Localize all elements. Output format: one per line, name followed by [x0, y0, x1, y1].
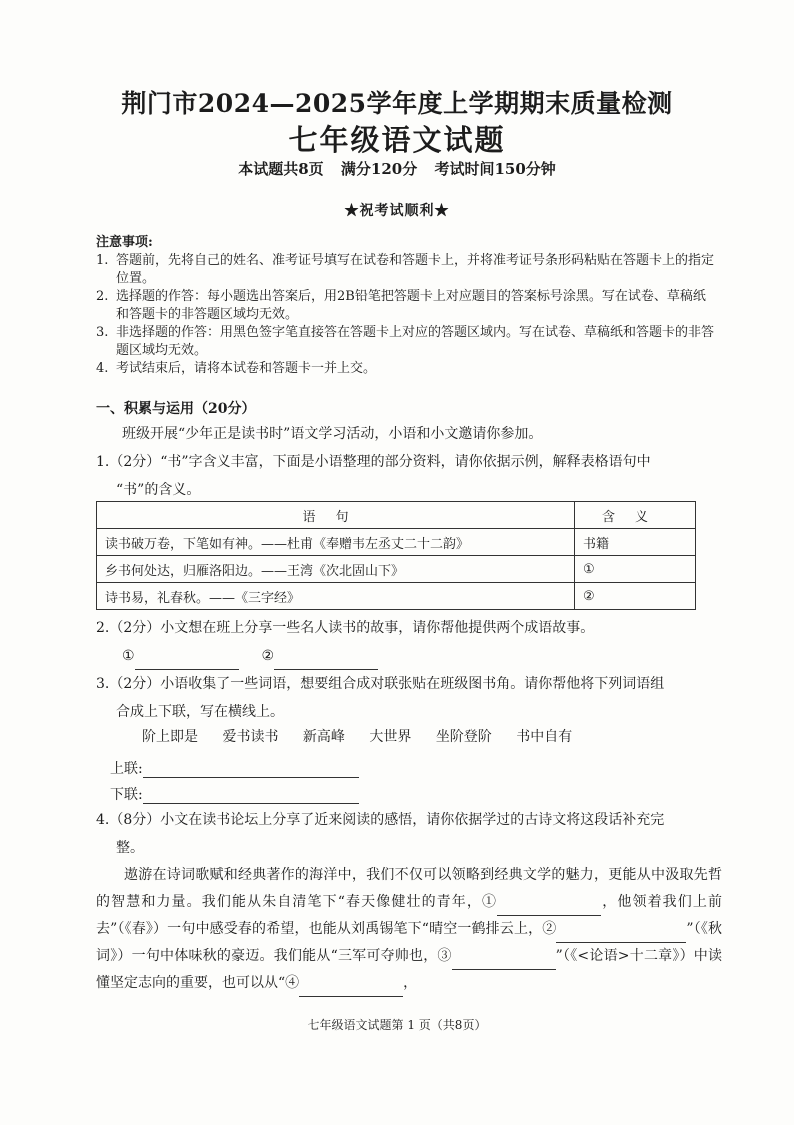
question-1: 1.（2分）“书”字含义丰富，下面是小语整理的部分资料，请你依据示例，解释表格语句中 “书”的含义。	[96, 454, 651, 498]
table-row: 乡书何处达，归雁洛阳边。——王湾《次北固山下》 ①	[97, 556, 696, 583]
page-count: 本试题共8页	[238, 160, 324, 178]
answer-blank-3[interactable]	[452, 953, 556, 970]
question-3: 3.（2分）小语收集了一些词语，想要组合成对联张贴在班级图书角。请你帮他将下列词语组 合成上下联，写在横线上。	[96, 676, 665, 720]
page-footer: 七年级语文试题第 1 页（共8页）	[307, 1018, 487, 1032]
upper-couplet-blank[interactable]	[143, 761, 359, 778]
question-4: 4.（8分）小文在读书论坛上分享了近来阅读的感悟，请你依据学过的古诗文将这段话补充完 整。	[96, 812, 665, 856]
upper-couplet-line: 上联:	[110, 758, 359, 778]
answer-blank-1[interactable]	[497, 899, 601, 916]
answer-blank-4[interactable]	[299, 980, 403, 997]
notice-item: 2. 选择题的作答：每小题选出答案后，用2B铅笔把答题卡上对应题目的答案标号涂黑。写在试卷、草稿纸和答题卡的非答题区域均无效。	[96, 289, 706, 322]
exam-info	[0, 158, 794, 179]
column-header-sentence: 语句	[97, 502, 575, 529]
question-2: 2.（2分）小文想在班上分享一些名人读书的故事，请你帮他提供两个成语故事。 ① ②	[96, 614, 722, 670]
notice-heading: 注意事项:	[96, 235, 153, 250]
answer-blank-2[interactable]	[274, 653, 378, 670]
column-header-meaning: 含义	[575, 502, 696, 529]
table-header-row	[97, 502, 696, 529]
exam-time: 考试时间150分钟	[434, 160, 556, 178]
question-1-table	[96, 501, 696, 610]
exam-title: 荆门市2024—2025学年度上学期期末质量检测	[121, 89, 673, 118]
lower-couplet-blank[interactable]	[143, 787, 359, 804]
answer-blank-2[interactable]	[556, 926, 686, 943]
answer-blank-1[interactable]	[135, 653, 239, 670]
notice-block	[96, 234, 716, 378]
exam-subject-title: 七年级语文试题	[288, 123, 506, 157]
section-intro: 班级开展“少年正是读书时”语文学习活动，小语和小文邀请你参加。	[122, 426, 543, 442]
notice-item: 1. 答题前，先将自己的姓名、准考证号填写在试卷和答题卡上，并将准考证号条形码粘贴在答题卡上的指定位置。	[96, 253, 715, 286]
full-score: 满分120分	[340, 160, 418, 178]
table-row: 读书破万卷，下笔如有神。——杜甫《奉赠韦左丞丈二十二韵》 书籍	[97, 529, 696, 556]
section-title: 一、积累与运用（20分）	[96, 401, 256, 417]
good-luck-line: ★祝考试顺利★	[344, 203, 450, 219]
lower-couplet-line: 下联:	[110, 784, 359, 804]
notice-item: 4. 考试结束后，请将本试卷和答题卡一并上交。	[96, 361, 377, 376]
word-list: 阶上即是 爱书读书 新高峰 大世界 坐阶登阶 书中自有	[142, 729, 573, 745]
notice-item: 3. 非选择题的作答：用黑色签字笔直接答在答题卡上对应的答题区域内。写在试卷、草稿纸和答题卡的非答题区域均无效。	[96, 325, 715, 358]
question-4-passage: 遨游在诗词歌赋和经典著作的海洋中，我们不仅可以领略到经典文学的魅力，更能从中汲取先哲的智慧和力量。我们能从朱自清笔下“春天像健壮的青年，① ，他领着我们上前去”（《春》）一句中感受春的希望，也能从刘禹锡笔下“晴空一鹤排云上，② ”（《秋词》）一句中体味秋的豪迈。我们能从“三军可夺帅也，③ ”（《<论语>十二章》）中读懂坚定志向的重要，也可以从“④ ，	[96, 862, 722, 997]
table-row: 诗书易，礼春秋。——《三字经》 ②	[97, 583, 696, 610]
